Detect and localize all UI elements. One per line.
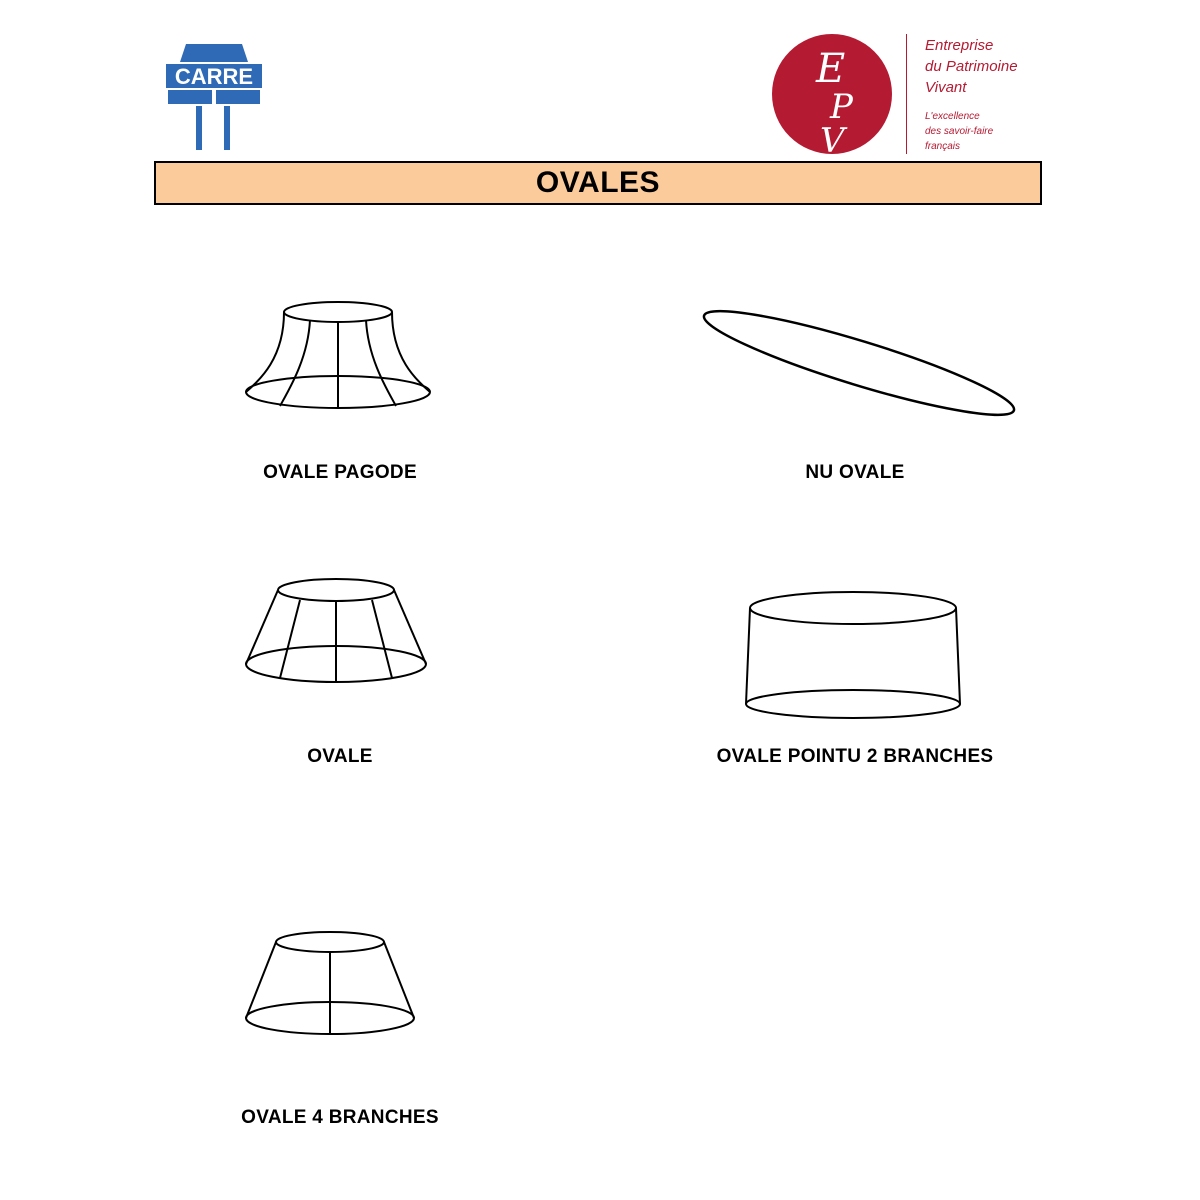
carre-logo <box>158 42 270 154</box>
epv-tagline-line: des savoir-faire <box>925 126 994 137</box>
ovale-4-branches-frame-icon <box>242 930 418 1040</box>
item-caption: NU OVALE <box>805 462 905 483</box>
epv-monogram-e: E <box>816 46 846 92</box>
epv-monogram-p: P <box>830 87 853 127</box>
ovale-pointu-2-branches-frame-icon <box>742 588 964 722</box>
item-caption: OVALE <box>307 746 373 767</box>
epv-name-line: Vivant <box>925 79 967 96</box>
epv-monogram-v: V <box>820 121 845 156</box>
page-title: OVALES <box>535 166 661 199</box>
epv-logo <box>770 32 894 156</box>
epv-tagline-line: L'excellence <box>925 111 980 122</box>
epv-name-line: du Patrimoine <box>925 58 1018 75</box>
ovale-pagode-frame-icon <box>240 298 436 414</box>
nu-ovale-ring-icon <box>698 308 1020 418</box>
epv-name-line: Entreprise <box>925 37 994 54</box>
epv-tagline-line: français <box>925 141 961 152</box>
epv-divider <box>906 34 907 154</box>
ovale-frame-icon <box>242 576 428 686</box>
carre-logo-text: CARRE <box>174 64 254 89</box>
title-bar <box>154 161 1042 205</box>
item-caption: OVALE POINTU 2 BRANCHES <box>716 746 994 767</box>
item-caption: OVALE 4 BRANCHES <box>241 1107 439 1128</box>
item-caption: OVALE PAGODE <box>263 462 417 483</box>
